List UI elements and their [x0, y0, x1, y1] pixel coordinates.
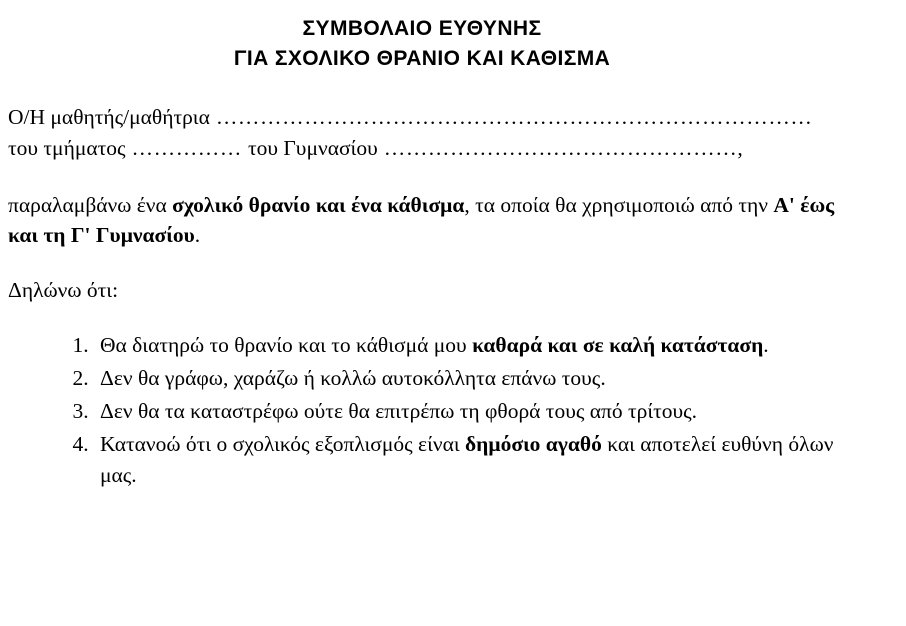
spacer-before-list — [8, 306, 844, 330]
item-1-part-2: . — [763, 333, 769, 358]
declaration-intro-text: Δηλώνω ότι: — [8, 278, 119, 303]
student-name-fill: ……………………………………………………………………… — [209, 104, 813, 129]
declaration-list — [8, 330, 844, 491]
spacer-before-receipt — [8, 164, 844, 190]
receipt-part-2: , τα οποία θα χρησιμοποιώ από την — [464, 192, 774, 217]
receipt-bold-1: σχολικό θρανίο και ένα κάθισμα — [172, 192, 465, 217]
spacer-after-title — [8, 74, 844, 102]
class-fill: …………… — [125, 135, 248, 160]
school-label: του Γυμνασίου — [247, 135, 378, 160]
item-4-part-2: και αποτελεί ευθύνη όλων μας. — [100, 432, 834, 488]
item-2-part-1: Δεν θα γράφω, χαράζω ή κολλώ αυτοκόλλητα επάνω τους. — [100, 366, 606, 391]
item-4-bold-1: δημόσιο αγαθό — [465, 432, 602, 457]
list-item — [94, 429, 844, 491]
list-item — [94, 330, 844, 361]
list-item — [94, 396, 844, 427]
student-identification-block — [8, 102, 844, 164]
declaration-intro — [8, 275, 844, 306]
student-name-label: Ο/Η μαθητής/μαθήτρια — [8, 104, 210, 129]
spacer-before-declaration — [8, 251, 844, 275]
item-3-part-1: Δεν θα τα καταστρέφω ούτε θα επιτρέπω τη φθορά τους από τρίτους. — [100, 399, 698, 424]
list-item — [94, 363, 844, 394]
document-title — [8, 14, 844, 74]
receipt-part-3: . — [194, 223, 201, 248]
receipt-part-1: παραλαμβάνω ένα — [8, 192, 173, 217]
title-line-1: ΣΥΜΒΟΛΑΙΟ ΕΥΘΥΝΗΣ — [302, 17, 542, 40]
item-1-bold-1: καθαρά και σε καλή κατάσταση — [472, 333, 764, 358]
item-4-part-1: Κατανοώ ότι ο σχολικός εξοπλισμός είναι — [100, 432, 466, 457]
school-fill: …………………………………………, — [377, 135, 744, 160]
student-name-line — [8, 102, 844, 133]
class-school-line — [8, 133, 844, 164]
class-label: του τμήματος — [8, 135, 126, 160]
receipt-paragraph — [8, 190, 844, 252]
receipt-bold-2: Α' έως και τη Γ' Γυμνασίου — [8, 192, 835, 248]
title-line-2: ΓΙΑ ΣΧΟΛΙΚΟ ΘΡΑΝΙΟ ΚΑΙ ΚΑΘΙΣΜΑ — [233, 46, 611, 70]
item-1-part-1: Θα διατηρώ το θρανίο και το κάθισμά μου — [100, 333, 473, 358]
receipt-text — [8, 190, 844, 252]
